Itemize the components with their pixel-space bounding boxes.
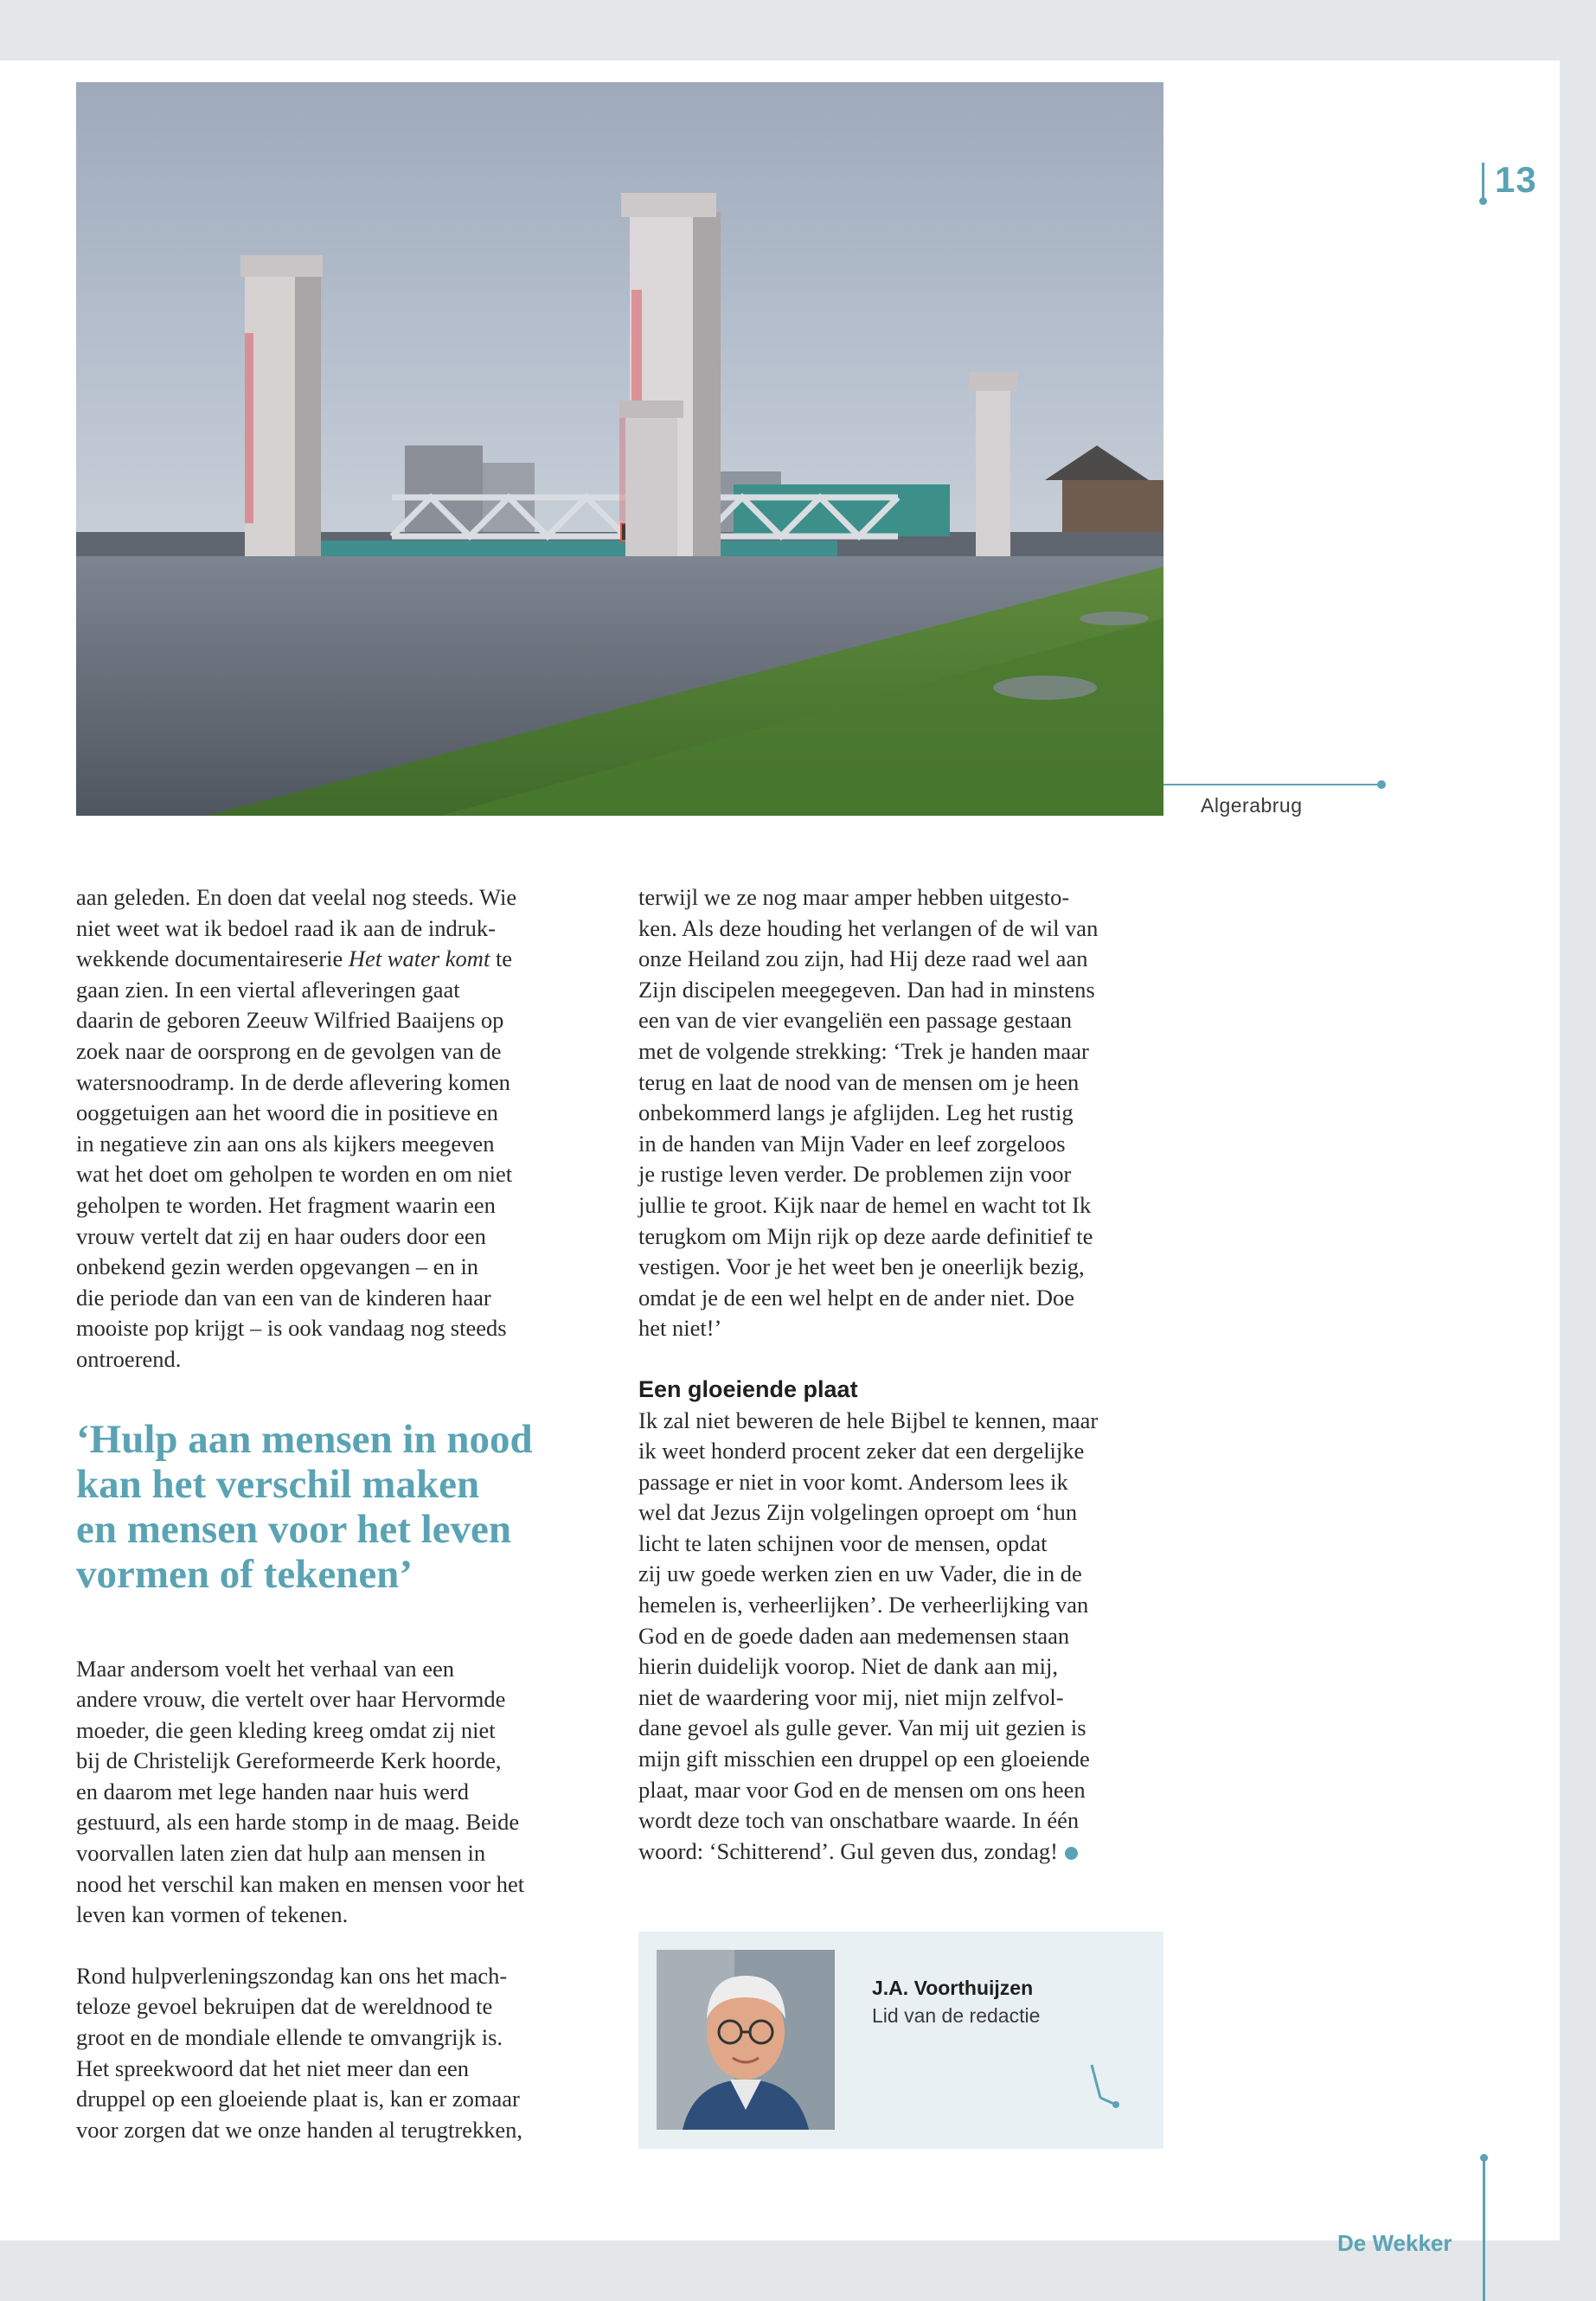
photo-caption: Algerabrug: [1201, 794, 1303, 817]
end-mark-dot: [1065, 1847, 1078, 1860]
author-name: J.A. Voorthuijzen: [872, 1977, 1034, 1999]
article-column-1: [76, 882, 604, 2145]
author-photo: [657, 1950, 835, 2130]
paragraph: terwijl we ze nog maar amper hebben uitgesto- ken. Als deze houding het verlangen of de wil van onze Heiland zou zijn, had Hij deze raad wel aan Zijn discipelen meegegeven. Dan had in minstens een van de vier evangeliën een passage gestaan met de volgende strekking: ‘Trek je handen maar terug en laat de nood van de mensen om je heen onbekommerd langs je afglijden. Leg het rustig in de handen van Mijn Vader en leef zorgeloos je rustige leven verder. De problemen zijn voor jullie te groot. Kijk naar de hemel en wacht tot Ik terugkom om Mijn rijk op deze aarde definitief te vestigen. Voor je het weet ben je oneerlijk bezig, omdat je de een wel helpt en de ander niet. Doe het niet!’: [638, 884, 1099, 1342]
paragraph-text: Ik zal niet beweren de hele Bijbel te kennen, maar ik weet honderd procent zeker dat een dergelijke passage er niet in voor komt. Andersom lees ik wel dat Jezus Zijn volgelingen oproept om ‘hun licht te laten schijnen voor de mensen, opdat zij uw goede werken zien en uw Vader, die in de hemelen is, verheerlijken’. De verheerlijking van God en de goede daden aan medemensen staan hierin duidelijk voorop. Niet de dank aan mij, niet de waardering voor mij, niet mijn zelfvol- dane gevoel als gulle gever. Van mij uit gezien is mijn gift misschien een druppel op een gloeiende plaat, maar voor God en de mensen om ons heen wordt deze toch van onschatbare waarde. In één woord: ‘Schitterend’. Gul geven dus, zondag!: [638, 1407, 1099, 1864]
page-number-rule: [1482, 163, 1484, 201]
paragraph: Maar andersom voelt het verhaal van een andere vrouw, die vertelt over haar Hervormde moeder, die geen kleding kreeg omdat zij niet bij de Christelijk Gereformeerde Kerk hoorde, en daarom met lege handen naar huis werd gestuurd, als een harde stomp in de maag. Beide voorvallen laten zien dat hulp aan mensen in nood het verschil kan maken en mensen voor het leven kan vormen of tekenen.: [76, 1655, 525, 1928]
paragraph-text: aan geleden. En doen dat veelal nog steeds. Wie niet weet wat ik bedoel raad ik aan de indruk- wekkende documentaireserie: [76, 884, 517, 972]
author-role: Lid van de redactie: [872, 2004, 1041, 2027]
author-box: [638, 1932, 1163, 2149]
caption-rule: [1163, 784, 1381, 785]
footer-dot: [1480, 2154, 1488, 2162]
page-number-text: 13: [1495, 159, 1537, 200]
caption-dot: [1377, 780, 1386, 789]
paragraph: Rond hulpverleningszondag kan ons het mach- teloze gevoel bekruipen dat de wereldnood te groot en de mondiale ellende te omvangrijk is. Het spreekwoord dat het niet meer dan een druppel op een gloeiende plaat is, kan er zomaar voor zorgen dat we onze handen al terugtrekken,: [76, 1962, 523, 2143]
pull-quote: ‘Hulp aan mensen in nood kan het verschil maken en mensen voor het leven vormen of tekenen’: [76, 1416, 533, 1597]
article-column-2: [638, 882, 1166, 1867]
page-number-dot: [1479, 197, 1487, 205]
footer-rule: [1483, 2157, 1485, 2301]
paragraph-text: te gaan zien. In een viertal afleveringen gaat daarin de geboren Zeeuw Wilfried Baaijens op zoek naar de oorsprong en de gevolgen van de watersnoodramp. In de derde aflevering komen ooggetuigen aan het woord die in positieve en in negatieve zin aan ons als kijkers meegeven wat het doet om geholpen te worden en om niet geholpen te worden. Het fragment waarin een vrouw vertelt dat zij en haar ouders door een onbekend gezin werden opgevangen – en in die periode dan van een van de kinderen haar mooiste pop krijgt – is ook vandaag nog steeds ontroerend.: [76, 945, 513, 1372]
paragraph: [76, 882, 604, 1375]
algerabrug-illustration: [76, 82, 1163, 816]
documentary-title: Het water komt: [348, 945, 490, 972]
section-heading: Een gloeiende plaat: [638, 1375, 858, 1402]
author-portrait: [657, 1950, 835, 2130]
magazine-page: [0, 61, 1560, 2256]
decorative-mark-icon: [1088, 2061, 1123, 2113]
algerabrug-photo: [76, 82, 1163, 816]
magazine-brand: De Wekker: [1337, 2230, 1452, 2256]
paragraph: [638, 1406, 1166, 1868]
